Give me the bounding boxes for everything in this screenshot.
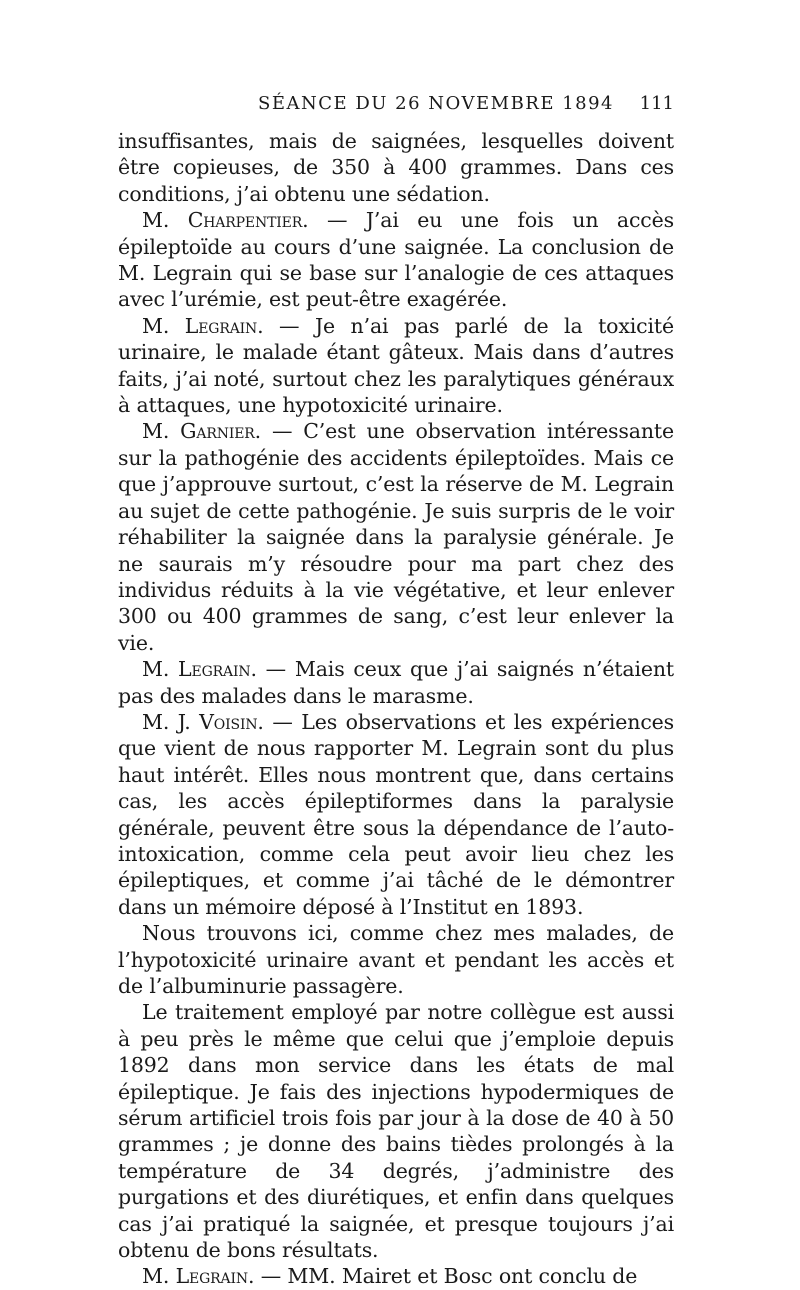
paragraph bbox=[118, 1263, 674, 1289]
running-head bbox=[118, 90, 674, 118]
paragraph bbox=[118, 656, 674, 709]
paragraph bbox=[118, 920, 674, 999]
page-number: 111 bbox=[639, 93, 674, 114]
speaker-name: M. J. Voisin. bbox=[142, 709, 264, 734]
paragraph-text: Le traitement employé par notre collègue est aussi à peu près le même que celui que j’emploie depuis 1892 dans mon service dans les états de mal épileptique. Je fais des injections hypodermiques de sérum artificiel trois fois par jour à la dose de 40 à 50 grammes ; je donne des bains tièdes prolongés à la température de 34 degrés, j’administre des purgations et des diurétiques, et enfin dans quelques cas j’ai pratiqué la saignée, et presque toujours j’ai obtenu de bons résultats. bbox=[118, 1000, 674, 1263]
paragraph-text: — J’ai eu une fois un accès épileptoïde au cours d’une saignée. La conclusion de M. Legrain qui se base sur l’analogie de ces attaques avec l’urémie, est peut-être exagérée. bbox=[118, 208, 674, 312]
paragraph bbox=[118, 207, 674, 313]
paragraph-text: — Je n’ai pas parlé de la toxicité urinaire, le malade étant gâteux. Mais dans d’autres faits, j’ai noté, surtout chez les paralytiques généraux à attaques, une hypotoxicité urinaire. bbox=[118, 313, 674, 418]
document-page bbox=[118, 90, 674, 1290]
speaker-name: M. Garnier. bbox=[142, 419, 262, 444]
paragraph bbox=[118, 999, 674, 1263]
speaker-name: M. Legrain. bbox=[142, 1264, 255, 1289]
speaker-name: M. Legrain. bbox=[142, 657, 257, 682]
paragraph-text: — C’est une observation intéressante sur la pathogénie des accidents épileptoïdes. Mais ce que j’approuve surtout, c’est la réserve de M. Legrain au sujet de cette pathogénie. Je suis surpris de le voir réhabiliter la saignée dans la paralysie générale. Je ne saurais m’y résoudre pour ma part chez des individus réduits à la vie végétative, et leur enlever 300 ou 400 grammes de sang, c’est leur enlever la vie. bbox=[118, 419, 674, 655]
paragraph bbox=[118, 418, 674, 656]
body-text bbox=[118, 128, 674, 1290]
paragraph-text: — Les observations et les expériences que vient de nous rapporter M. Legrain sont du plus haut intérêt. Elles nous montrent que, dans certains cas, les accès épileptiformes dans la paralysie générale, peuvent être sous la dépendance de l’auto-intoxication, comme cela peut avoir lieu chez les épileptiques, et comme j’ai tâché de le démontrer dans un mémoire déposé à l’Institut en 1893. bbox=[118, 709, 675, 919]
paragraph bbox=[118, 709, 674, 920]
paragraph bbox=[118, 128, 674, 207]
paragraph-text: — MM. Mairet et Bosc ont conclu de bbox=[254, 1264, 638, 1289]
paragraph-text: Nous trouvons ici, comme chez mes malades, de l’hypotoxicité urinaire avant et pendant les accès et de l’albuminurie passagère. bbox=[118, 921, 674, 998]
paragraph bbox=[118, 313, 674, 419]
running-title: SÉANCE DU 26 NOVEMBRE 1894 bbox=[258, 93, 615, 114]
speaker-name: M. Charpentier. bbox=[142, 208, 309, 233]
paragraph-text: — Mais ceux que j’ai saignés n’étaient pas des malades dans le marasme. bbox=[118, 657, 674, 708]
speaker-name: M. Legrain. bbox=[142, 313, 264, 338]
paragraph-text: insuffisantes, mais de saignées, lesquelles doivent être copieuses, de 350 à 400 grammes. Dans ces conditions, j’ai obtenu une sédation. bbox=[118, 129, 674, 206]
